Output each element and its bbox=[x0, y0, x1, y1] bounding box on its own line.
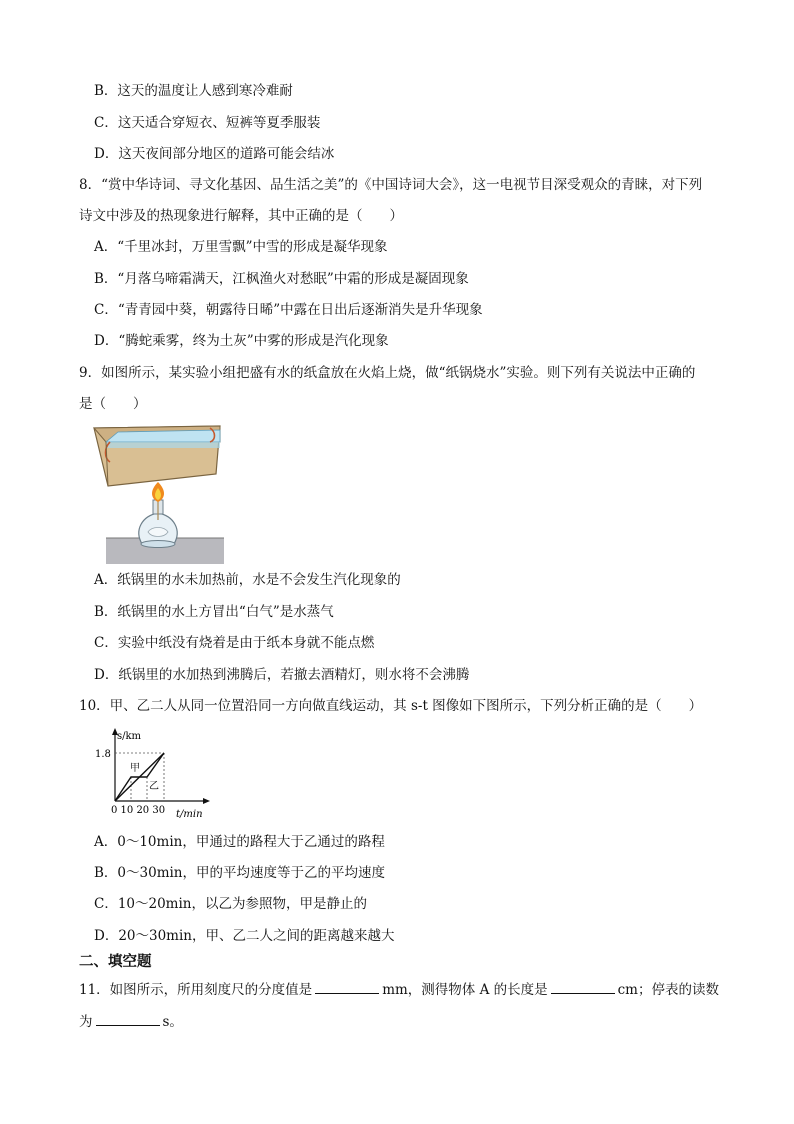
q11-line1 bbox=[79, 980, 719, 999]
q10-option-d: D．20～30min，甲、乙二人之间的距离越来越大 bbox=[94, 928, 395, 944]
q11-text-5: s。 bbox=[162, 1014, 183, 1030]
q7-option-c: C．这天适合穿短衣、短裤等夏季服装 bbox=[94, 115, 321, 131]
q7-option-d: D．这天夜间部分地区的道路可能会结冰 bbox=[94, 146, 335, 162]
q10-stem: 10．甲、乙二人从同一位置沿同一方向做直线运动，其 s-t 图像如下图所示，下列分析正确的是（ ） bbox=[79, 698, 703, 714]
q11-text-2: mm，测得物体 A 的长度是 bbox=[382, 982, 548, 998]
q9-option-a: A．纸锅里的水未加热前，水是不会发生汽化现象的 bbox=[94, 572, 401, 588]
q8-option-d: D．“腾蛇乘雾，终为土灰”中雾的形成是汽化现象 bbox=[94, 333, 389, 349]
label-yi: 乙 bbox=[149, 781, 159, 792]
answer-blank-3[interactable] bbox=[96, 1012, 160, 1026]
q11-text-3: cm；停表的读数 bbox=[617, 982, 719, 998]
q8-option-c: C．“青青园中葵，朝露待日晞”中露在日出后逐渐消失是升华现象 bbox=[94, 302, 483, 318]
q8-stem-line2: 诗文中涉及的热现象进行解释，其中正确的是（ ） bbox=[79, 208, 403, 224]
label-jia: 甲 bbox=[130, 763, 140, 774]
q9-stem-line1: 9．如图所示，某实验小组把盛有水的纸盒放在火焰上烧，做“纸锅烧水”实验。则下列有关说法中正确的 bbox=[79, 365, 696, 381]
q10-option-b: B．0～30min，甲的平均速度等于乙的平均速度 bbox=[94, 865, 386, 881]
x-tick-labels: 0 10 20 30 bbox=[111, 805, 166, 816]
q9-option-c: C．实验中纸没有烧着是由于纸本身就不能点燃 bbox=[94, 635, 375, 651]
answer-blank-2[interactable] bbox=[551, 980, 615, 994]
q7-option-b: B．这天的温度让人感到寒冷难耐 bbox=[94, 83, 293, 99]
q9-option-d: D．纸锅里的水加热到沸腾后，若撤去酒精灯，则水将不会沸腾 bbox=[94, 667, 470, 683]
q9-option-b: B．纸锅里的水上方冒出“白气”是水蒸气 bbox=[94, 604, 334, 620]
series-yi bbox=[115, 753, 164, 801]
st-graph bbox=[94, 727, 214, 819]
x-axis-label: t/min bbox=[176, 809, 203, 819]
q11-text-1: 11．如图所示，所用刻度尺的分度值是 bbox=[79, 982, 313, 998]
q10-option-c: C．10～20min，以乙为参照物，甲是静止的 bbox=[94, 896, 367, 912]
q10-option-a: A．0～10min，甲通过的路程大于乙通过的路程 bbox=[94, 834, 385, 850]
y-axis-label: s/km bbox=[117, 731, 142, 742]
q11-line2 bbox=[79, 1012, 183, 1031]
q8-option-a: A．“千里冰封，万里雪飘”中雪的形成是凝华现象 bbox=[94, 239, 388, 255]
q8-stem-line1: 8．“赏中华诗词、寻文化基因、品生活之美”的《中国诗词大会》，这一电视节目深受观众的青睐，对下列 bbox=[79, 177, 703, 193]
paper-pot-figure bbox=[92, 420, 224, 564]
y-tick-label: 1.8 bbox=[95, 749, 111, 760]
q11-text-4: 为 bbox=[79, 1014, 93, 1030]
answer-blank-1[interactable] bbox=[315, 980, 379, 994]
q9-stem-line2: 是（ ） bbox=[79, 396, 147, 412]
section-title: 二、填空题 bbox=[79, 954, 152, 970]
x-axis-arrow bbox=[203, 798, 210, 804]
q8-option-b: B．“月落乌啼霜满天，江枫渔火对愁眠”中霜的形成是凝固现象 bbox=[94, 271, 469, 287]
